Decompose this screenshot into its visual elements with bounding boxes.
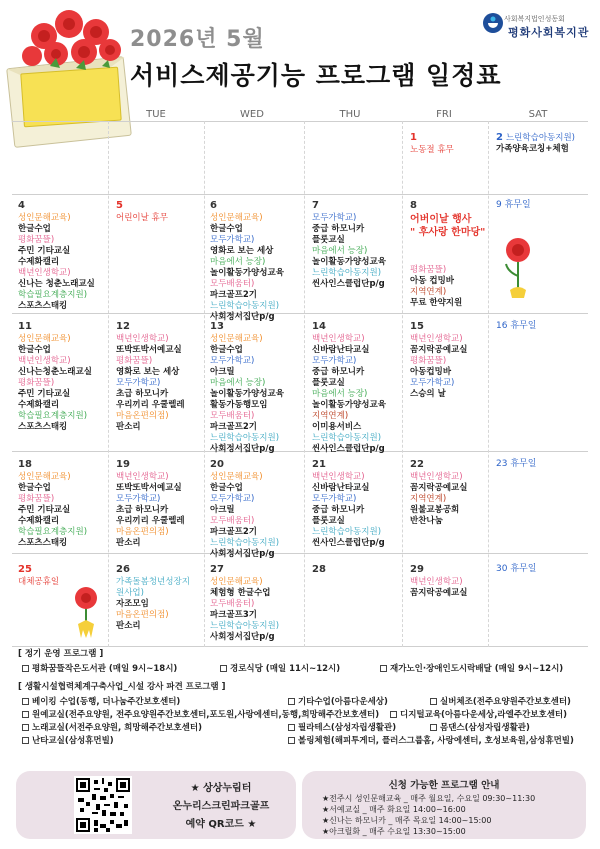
program-entry: 수제화캘리 (18, 516, 60, 526)
available-program-item: ★아크릴화 _ 매주 수요일 13:30~15:00 (322, 827, 466, 836)
page-header (0, 0, 600, 108)
program-entry: 놀이활동가양성교육 (210, 268, 284, 278)
program-entry: 노동절 휴무 (410, 145, 454, 155)
program-entry: 판소리 (116, 621, 141, 631)
calendar-day-25 (18, 564, 59, 588)
calendar-day-1 (410, 132, 454, 156)
program-entry: 수제화캘리 (18, 400, 60, 410)
program-entry: 백년인생학교) (312, 472, 365, 482)
program-entry: 자조모임 (116, 599, 149, 609)
program-entry: 학습필요계층지원) (18, 411, 88, 421)
day-number: 20 (210, 459, 224, 470)
carnation-icon (498, 232, 538, 302)
checkbox-icon (288, 724, 295, 731)
program-entry: 파크골프2기 (210, 527, 257, 537)
program-entry: 초급 하모니카 (116, 389, 169, 399)
qr-caption-line3: 예약 QR코드 ★ (185, 819, 257, 830)
program-entry: 백년인생학교) (18, 268, 71, 278)
program-entry: 지역연계) (410, 287, 447, 297)
day-number: 23 휴무일 (496, 459, 537, 469)
program-entry: 이미용서비스 (312, 422, 362, 432)
calendar-day-4 (18, 200, 95, 312)
program-entry: 성인문해교육) (18, 472, 71, 482)
day-number: 11 (18, 321, 32, 332)
calendar-day-2 (496, 132, 575, 155)
calendar-grid-line (12, 553, 588, 554)
day-number: 21 (312, 459, 326, 470)
calendar-day-27 (210, 564, 279, 643)
program-entry: 씬사인스클럽단p/g (312, 538, 385, 548)
program-entry: 스포츠스태킹 (18, 538, 68, 548)
day-number: 28 (312, 564, 326, 575)
day-number: 2 (496, 132, 503, 143)
page-title: 서비스제공기능 프로그램 일정표 (130, 61, 502, 90)
program-entry: 모두가학교) (410, 378, 455, 388)
program-entry: 우리끼리 우쿨렐레 (116, 400, 185, 410)
program-entry: 느린학습아동지원) (312, 527, 382, 537)
program-entry: 마음에서 능장) (312, 246, 368, 256)
day-number: 30 휴무일 (496, 564, 537, 574)
program-entry: 반찬나눔 (410, 516, 443, 526)
program-entry: 무료 한약지원 (410, 298, 463, 308)
program-entry: 평화꿈뜰) (18, 235, 55, 245)
program-entry: 지역연계) (312, 411, 349, 421)
calendar-day-29 (410, 564, 467, 599)
weekday-wed: WED (240, 109, 264, 120)
program-entry: 평화꿈뜰) (18, 494, 55, 504)
program-entry: 스포츠스태킹 (18, 422, 68, 432)
program-entry: 주민 기타교실 (18, 505, 71, 515)
program-entry: 성인문해교육) (210, 472, 263, 482)
program-entry: 원불교봉공회 (410, 505, 460, 515)
program-entry: 백년인생학교) (116, 472, 169, 482)
program-entry: 신나는 청춘노래교실 (18, 279, 95, 289)
day-number: 27 (210, 564, 224, 575)
day-number: 5 (116, 200, 123, 211)
day-number: 1 (410, 132, 417, 143)
calendar-day-15 (410, 321, 467, 400)
program-entry: 꼼지락공예교실 (410, 588, 468, 598)
program-entry: 사회정서집단p/g (210, 444, 275, 454)
program-entry: 신나는청춘노래교실 (18, 367, 92, 377)
program-entry: 마음에서 능장) (210, 257, 266, 267)
lecturer-item: 실버체조(전주요양원주간보호센터) (430, 696, 571, 708)
checkbox-icon (22, 711, 29, 718)
regular-heading: [ 정기 운영 프로그램 ] (18, 649, 104, 659)
lecturer-item: 몸댄스(삼성자립생활관) (430, 722, 530, 734)
day-number: 9 휴무일 (496, 200, 531, 210)
program-entry: 원사업) (116, 588, 144, 598)
lecturer-item: 볼링체험(해피투게더, 플러스그룹홈, 사랑에센터, 호성보육원,삼성휴먼빌) (288, 735, 574, 747)
org-logo-icon (482, 12, 504, 34)
calendar-day-9 (496, 200, 531, 213)
checkbox-icon (288, 698, 295, 705)
program-entry: 가족돌봄청년성장지 (116, 577, 190, 587)
program-entry: 어버이날 행사 (410, 214, 472, 225)
program-entry: 학습필요계층지원) (18, 290, 88, 300)
day-number: 25 (18, 564, 32, 575)
calendar-grid-vline (402, 121, 403, 647)
checkbox-icon (288, 737, 295, 744)
lecturer-item: 필라테스(삼성자립생활관) (288, 722, 396, 734)
program-entry: 플룻교실 (312, 235, 345, 245)
program-entry: 성인문해교육) (210, 577, 263, 587)
qr-caption-line1: ★ 상상누림터 (190, 783, 252, 794)
checkbox-icon (22, 737, 29, 744)
program-entry: 백년인생학교) (410, 334, 463, 344)
program-entry: 주민 기타교실 (18, 389, 71, 399)
lecturer-item: 기타수업(아름다운세상) (288, 696, 388, 708)
program-entry: 사회정서집단p/g (210, 632, 275, 642)
program-entry: 씬사인스클럽단p/g (312, 444, 385, 454)
program-entry: 모두가학교) (116, 494, 161, 504)
program-entry: 백년인생학교) (410, 472, 463, 482)
lecturer-item: 베이킹 수업(동행, 더나눔주간보호센터) (22, 696, 180, 708)
program-entry: 가족양육코칭+체험 (496, 144, 569, 154)
program-entry: 모두가학교) (312, 494, 357, 504)
program-entry: 느린학습아동지원) (312, 268, 382, 278)
program-entry: 평화꿈뜰) (116, 356, 153, 366)
program-entry: 모두가학교) (210, 494, 255, 504)
program-entry: 놀이활동가양성교육 (312, 257, 386, 267)
program-entry: 수제화캘리 (18, 257, 60, 267)
program-entry: 느린학습아동지원) (505, 133, 575, 143)
qr-caption-line2: 온누리스크린파크골프 (172, 801, 270, 812)
program-entry: 백년인생학교) (116, 334, 169, 344)
checkbox-icon (430, 724, 437, 731)
day-number: 13 (210, 321, 224, 332)
qr-caption (156, 780, 286, 834)
program-entry: 한글수업 (18, 345, 51, 355)
available-programs-box (302, 771, 586, 839)
day-number: 12 (116, 321, 130, 332)
calendar-day-20 (210, 459, 279, 560)
program-entry: 한글수업 (210, 483, 243, 493)
program-entry: 한글수업 (210, 224, 243, 234)
program-entry: 사회정서집단p/g (210, 549, 275, 559)
calendar-grid-line (12, 313, 588, 314)
program-entry: 평화꿈뜰) (410, 356, 447, 366)
program-entry: 판소리 (116, 422, 141, 432)
calendar-day-18 (18, 459, 87, 549)
carnation-icon (66, 584, 106, 640)
day-number: 22 (410, 459, 424, 470)
calendar-day-13 (210, 321, 284, 455)
calendar-day-6 (210, 200, 284, 323)
program-entry: 파크골프3기 (210, 610, 257, 620)
year-month: 2026년 5월 (130, 27, 265, 52)
program-entry: 학습필요계층지원) (18, 527, 88, 537)
program-entry: 마음온편의점) (116, 610, 169, 620)
regular-programs (18, 648, 590, 748)
day-number: 18 (18, 459, 32, 470)
program-entry: 모두가학교) (210, 356, 255, 366)
calendar-grid-line (12, 194, 588, 195)
carnation-bouquet-icon (14, 8, 134, 78)
program-entry: 주민 기타교실 (18, 246, 71, 256)
program-entry: 아동컵밍바 (410, 367, 452, 377)
program-entry: 초급 하모니카 (116, 505, 169, 515)
program-entry: 모두가학교) (312, 356, 357, 366)
program-entry: 씬사인스클럽단p/g (312, 279, 385, 289)
program-entry: 성인문해교육) (18, 213, 71, 223)
calendar-day-7 (312, 200, 386, 290)
program-entry: 놀이활동가양성교육 (210, 389, 284, 399)
calendar-grid-line (12, 121, 588, 122)
qr-code-icon[interactable] (74, 776, 132, 834)
org-logo (482, 10, 600, 40)
program-entry: 모두가학교) (210, 235, 255, 245)
day-number: 8 (410, 200, 417, 211)
checkbox-icon (430, 698, 437, 705)
program-entry: 모두가학교) (116, 378, 161, 388)
program-entry: 어린이날 휴무 (116, 213, 168, 223)
calendar-day-26 (116, 564, 190, 632)
program-entry: 느린학습아동지원) (210, 301, 280, 311)
program-entry: 활동가동행모임 (210, 400, 268, 410)
program-entry: 한글수업 (210, 345, 243, 355)
program-entry: " 후사랑 한마당" (410, 227, 486, 238)
program-entry: 체험형 한글수업 (210, 588, 271, 598)
day-number: 4 (18, 200, 25, 211)
program-entry: 꼼지락공예교실 (410, 483, 468, 493)
calendar-day-14 (312, 321, 386, 455)
program-entry: 성인문해교육) (210, 213, 263, 223)
weekday-tue: TUE (146, 109, 166, 120)
calendar-grid-vline (304, 121, 305, 647)
calendar-day-21 (312, 459, 385, 549)
program-entry: 스포츠스태킹 (18, 301, 68, 311)
calendar-grid-line (12, 646, 588, 647)
calendar-day-16 (496, 321, 536, 334)
lecturer-item: 난타교실(삼성휴먼빌) (22, 735, 114, 747)
regular-item: 경로식당 (매일 11시~12시) (220, 663, 340, 675)
calendar-day-19 (116, 459, 185, 549)
program-entry: 느린학습아동지원) (210, 433, 280, 443)
calendar-day-22 (410, 459, 467, 527)
checkbox-icon (380, 665, 387, 672)
checkbox-icon (22, 724, 29, 731)
program-entry: 마음온편의점) (116, 527, 169, 537)
program-entry: 마음에서 능장) (312, 389, 368, 399)
program-entry: 느린학습아동지원) (210, 621, 280, 631)
program-entry: 중급 하모니카 (312, 224, 365, 234)
program-entry: 파크골프2기 (210, 290, 257, 300)
program-entry: 백년인생학교) (312, 334, 365, 344)
program-entry: 플룻교실 (312, 378, 345, 388)
program-entry: 지역연계) (410, 494, 447, 504)
weekday-sat: SAT (528, 109, 548, 120)
program-entry: 한글수업 (18, 224, 51, 234)
day-number: 15 (410, 321, 424, 332)
calendar-day-30 (496, 564, 536, 577)
program-entry: 모두배움터) (210, 516, 255, 526)
program-entry: 스승의 날 (410, 389, 446, 399)
program-entry: 신바람난타교실 (312, 345, 370, 355)
program-entry: 파크골프2기 (210, 422, 257, 432)
calendar-day-28 (312, 564, 326, 577)
day-number: 6 (210, 200, 217, 211)
program-entry: 느린학습아동지원) (312, 433, 382, 443)
org-logo-name: 평화사회복지관 (508, 26, 590, 39)
program-entry: 또박또박서예교실 (116, 345, 182, 355)
day-number: 7 (312, 200, 319, 211)
calendar-grid-vline (488, 121, 489, 647)
program-entry: 영화로 보는 세상 (116, 367, 180, 377)
weekday-thu: THU (339, 109, 361, 120)
calendar-day-12 (116, 321, 185, 433)
available-programs-title: 신청 가능한 프로그램 안내 (388, 780, 500, 791)
lecturer-item: 노래교실(서전주요양원, 희망해주간보호센터) (22, 722, 202, 734)
program-entry: 영화로 보는 세상 (210, 246, 274, 256)
weekday-fri: FRI (436, 109, 452, 120)
program-entry: 대체공휴일 (18, 577, 60, 587)
program-entry: 성인문해교육) (18, 334, 71, 344)
calendar-day-8 (410, 200, 485, 309)
lecturer-item: 디지털교육(아름다운세상,라엘주간보호센터) (390, 709, 567, 721)
checkbox-icon (390, 711, 397, 718)
program-entry: 중급 하모니카 (312, 505, 365, 515)
program-entry: 평화꿈뜰) (18, 378, 55, 388)
calendar-day-5 (116, 200, 168, 224)
day-number: 29 (410, 564, 424, 575)
available-program-item: ★서예교실 _ 매주 화요일 14:00~16:00 (322, 805, 466, 814)
program-entry: 마음온편의점) (116, 411, 169, 421)
calendar-day-11 (18, 321, 92, 433)
program-entry: 중급 하모니카 (312, 367, 365, 377)
program-entry: 신바람난타교실 (312, 483, 370, 493)
program-entry: 마음에서 능장) (210, 378, 266, 388)
checkbox-icon (22, 665, 29, 672)
day-number: 14 (312, 321, 326, 332)
available-program-item: ★전주시 성인문해교육 _ 매주 월요일, 수요일 09:30~11:30 (322, 794, 536, 803)
program-entry: 백년인생학교) (410, 577, 463, 587)
calendar-grid-vline (204, 121, 205, 647)
qr-reservation-box (16, 771, 296, 839)
program-entry: 또박또박서예교실 (116, 483, 182, 493)
program-entry: 아크릴 (210, 505, 235, 515)
program-entry: 모두배움터) (210, 411, 255, 421)
program-entry: 모두배움터) (210, 599, 255, 609)
lecturer-item: 원예교실(전주요양원, 전주요양원주간보호센터,포도원,사랑에센터,동행,희망해주간보호센터) (22, 709, 379, 721)
calendar-grid-line (12, 451, 588, 452)
calendar-day-23 (496, 459, 536, 472)
org-logo-subtitle: 사회복지법인성동회 (504, 15, 565, 23)
checkbox-icon (22, 698, 29, 705)
program-entry: 사회정서집단p/g (210, 312, 275, 322)
regular-item: 재가노인·장애인도시락배달 (매일 9시~12시) (380, 663, 563, 675)
program-entry: 판소리 (116, 538, 141, 548)
day-number: 26 (116, 564, 130, 575)
program-entry: 아동 컵밍바 (410, 276, 455, 286)
program-entry: 놀이활동가양성교육 (312, 400, 386, 410)
program-entry: 한글수업 (18, 483, 51, 493)
checkbox-icon (220, 665, 227, 672)
calendar-grid-vline (108, 121, 109, 647)
program-entry: 평화꿈뜰) (410, 265, 447, 275)
program-entry: 모두배움터) (210, 279, 255, 289)
regular-item: 평화꿈뜰작은도서관 (매일 9시~18시) (22, 663, 177, 675)
program-entry: 느린학습아동지원) (210, 538, 280, 548)
program-entry: 백년인생학교) (18, 356, 71, 366)
day-number: 19 (116, 459, 130, 470)
day-number: 16 휴무일 (496, 321, 537, 331)
program-entry: 플룻교실 (312, 516, 345, 526)
program-entry: 모두가학교) (312, 213, 357, 223)
available-program-item: ★신나는 하모니카 _ 매주 목요일 14:00~15:00 (322, 816, 492, 825)
lecturer-program-heading: [ 생활시설협력체계구축사업_시설 강사 파견 프로그램 ] (18, 682, 226, 692)
program-entry: 꼼지락공예교실 (410, 345, 468, 355)
program-entry: 아크릴 (210, 367, 235, 377)
program-entry: 우리끼리 우쿨렐레 (116, 516, 185, 526)
program-entry: 성인문해교육) (210, 334, 263, 344)
